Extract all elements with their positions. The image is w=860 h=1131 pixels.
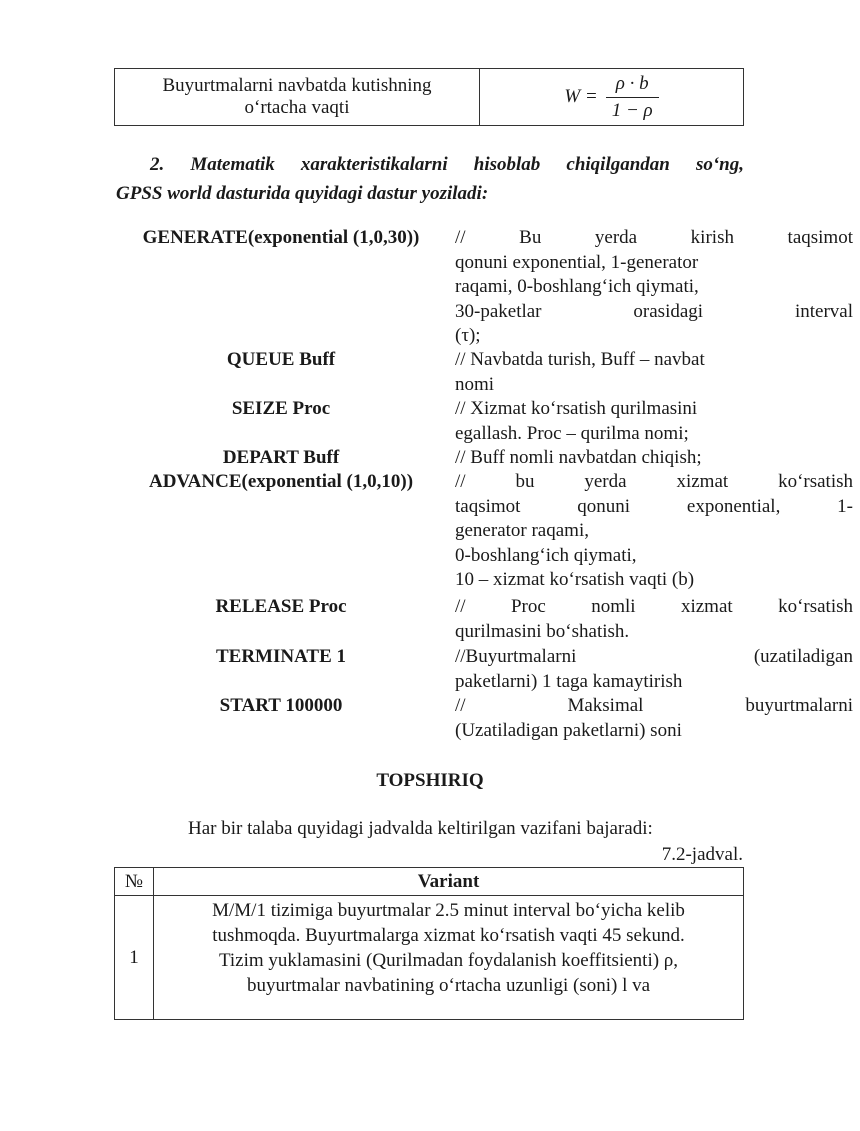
comment-line: generator raqami, <box>455 520 589 541</box>
comment-line: // Maksimal buyurtmalarni <box>455 695 853 716</box>
comment-line: (τ); <box>455 325 481 346</box>
comment-line: //Buyurtmalarni (uzatiladigan <box>455 646 853 667</box>
comment-line: // bu yerda xizmat ko‘rsatish <box>455 471 853 492</box>
comment-line: (Uzatiladigan paketlarni) soni <box>455 719 682 741</box>
comment-line: nomi <box>455 373 495 395</box>
section-heading-line2: GPSS world dasturida quyidagi dastur yoziladi: <box>116 183 489 204</box>
program-command: TERMINATE 1 <box>215 646 347 667</box>
variant-number-cell: 1 <box>115 896 154 1020</box>
program-command: QUEUE Buff <box>226 349 336 370</box>
program-comment <box>455 595 853 644</box>
comment-line: taqsimot qonuni exponential, 1- <box>455 495 853 517</box>
comment-line: // Buff nomli navbatdan chiqish; <box>455 447 702 468</box>
comment-line: paketlarni) 1 taga kamaytirish <box>455 670 683 692</box>
program-comment <box>455 645 853 694</box>
program-comment <box>455 470 853 593</box>
section-heading-line1: 2. Matematik xarakteristikalarni hisoblab chiqilgandan so‘ng, <box>150 154 744 175</box>
comment-line: // Bu yerda kirish taqsimot <box>455 227 853 248</box>
program-comment <box>455 397 853 446</box>
formula-label-cell <box>115 69 480 126</box>
variant-text-line: tushmoqda. Buyurtmalarga xizmat ko‘rsatish vaqti 45 sekund. <box>212 925 685 946</box>
table-row <box>115 896 744 1020</box>
program-command: SEIZE Proc <box>231 398 331 419</box>
comment-line: // Xizmat ko‘rsatish qurilmasini <box>455 398 698 419</box>
program-command: RELEASE Proc <box>215 596 347 617</box>
program-comment <box>455 226 853 349</box>
program-command: DEPART Buff <box>222 447 340 468</box>
column-header-variant: Variant <box>154 868 744 896</box>
table-caption: 7.2-jadval. <box>661 844 743 865</box>
comment-line: raqami, 0-boshlang‘ich qiymati, <box>455 276 699 297</box>
program-comment <box>455 446 853 471</box>
variant-description-cell <box>154 896 744 1020</box>
comment-line: egallash. Proc – qurilma nomi; <box>455 422 689 444</box>
comment-line: 0-boshlang‘ich qiymati, <box>455 544 637 566</box>
waiting-time-formula <box>564 74 658 121</box>
variant-text-line: M/M/1 tizimiga buyurtmalar 2.5 minut interval bo‘yicha kelib <box>212 900 685 921</box>
column-header-number: № <box>115 868 154 896</box>
formula-lhs: W = <box>564 86 598 107</box>
formula-label-line2: o‘rtacha vaqti <box>244 97 350 118</box>
formula-denominator: 1 − ρ <box>611 99 653 121</box>
task-intro: Har bir talaba quyidagi jadvalda keltirilgan vazifani bajaradi: <box>188 818 653 839</box>
formula-numerator: ρ · b <box>606 74 659 98</box>
comment-line: 10 – xizmat ko‘rsatish vaqti (b) <box>455 569 695 590</box>
comment-line: 30-paketlar orasidagi interval <box>455 300 853 322</box>
program-command: GENERATE(exponential (1,0,30)) <box>142 227 420 248</box>
formula-label-line1: Buyurtmalarni navbatda kutishning <box>162 75 432 96</box>
formula-table <box>114 68 744 126</box>
formula-fraction <box>606 74 659 121</box>
program-command: ADVANCE(exponential (1,0,10)) <box>148 471 414 492</box>
variant-table <box>114 867 744 1020</box>
comment-line: qonuni exponential, 1-generator <box>455 251 699 273</box>
program-comment <box>455 694 853 743</box>
formula-cell <box>480 69 744 126</box>
program-command: START 100000 <box>219 695 343 716</box>
variant-text-line: Tizim yuklamasini (Qurilmadan foydalanish koeffitsienti) ρ, <box>218 950 679 971</box>
variant-text-line: buyurtmalar navbatining o‘rtacha uzunligi (soni) l va <box>246 975 651 996</box>
comment-line: // Navbatda turish, Buff – navbat <box>455 349 705 370</box>
program-comment <box>455 348 853 397</box>
comment-line: // Proc nomli xizmat ko‘rsatish <box>455 596 853 617</box>
section-heading <box>116 150 744 208</box>
comment-line: qurilmasini bo‘shatish. <box>455 620 630 642</box>
task-title: TOPSHIRIQ <box>376 770 484 791</box>
